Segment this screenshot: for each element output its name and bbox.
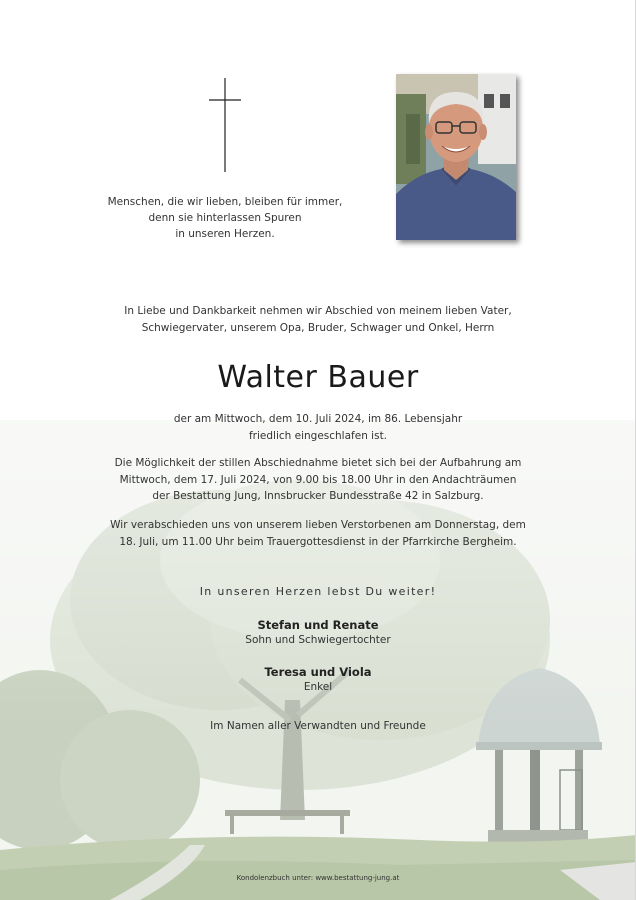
viewing-line-3: der Bestattung Jung, Innsbrucker Bundesstraße 42 in Salzburg. [152, 490, 484, 502]
funeral-line-1: Wir verabschieden uns von unserem lieben Verstorbenen am Donnerstag, dem [110, 519, 526, 531]
quote-line-1: Menschen, die wir lieben, bleiben für immer, [107, 196, 343, 208]
memorial-quote [95, 194, 355, 242]
viewing-line-1: Die Möglichkeit der stillen Abschiednahme bietet sich bei der Aufbahrung am [114, 457, 522, 469]
mourner-relation: Enkel [303, 681, 333, 693]
closing-line: Im Namen aller Verwandten und Freunde [210, 720, 426, 732]
mourner-names: Teresa und Viola [264, 665, 372, 679]
funeral-line-2: 18. Juli, um 11.00 Uhr beim Trauergottesdienst in der Pfarrkirche Bergheim. [119, 535, 517, 548]
quote-line-3: in unseren Herzen. [175, 228, 275, 240]
death-notice-line-2: friedlich eingeschlafen ist. [248, 429, 388, 442]
funeral-info [100, 517, 536, 550]
portrait-image [396, 74, 516, 240]
intro-text [100, 303, 536, 337]
death-notice [100, 411, 536, 444]
viewing-info [100, 455, 536, 505]
condolence-footer: Kondolenzbuch unter: www.bestattung-jung.at [236, 874, 400, 882]
cross-icon [207, 78, 243, 172]
mourner-relation: Sohn und Schwiegertochter [245, 634, 391, 646]
viewing-line-2: Mittwoch, dem 17. Juli 2024, von 9.00 bis 18.00 Uhr in den Andachträumen [119, 473, 517, 486]
intro-line-2: Schwiegervater, unserem Opa, Bruder, Schwager und Onkel, Herrn [141, 322, 495, 334]
intro-line-1: In Liebe und Dankbarkeit nehmen wir Abschied von meinem lieben Vater, [124, 305, 512, 317]
portrait-photo [396, 74, 516, 240]
memorial-motto: In unseren Herzen lebst Du weiter! [199, 585, 437, 598]
deceased-name: Walter Bauer [217, 360, 419, 395]
death-notice-line-1: der am Mittwoch, dem 10. Juli 2024, im 86. Lebensjahr [173, 413, 463, 425]
mourner-names: Stefan und Renate [257, 618, 379, 632]
quote-line-2: denn sie hinterlassen Spuren [148, 212, 302, 224]
